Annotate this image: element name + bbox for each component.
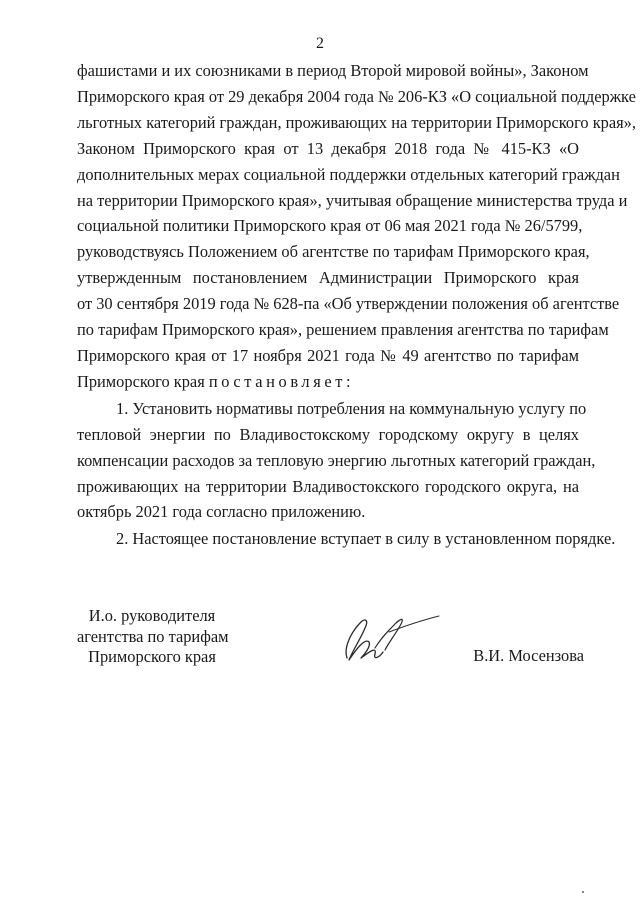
- signatory-title-line: Приморского края: [88, 647, 216, 666]
- text-line: руководствуясь Положением об агентстве по тарифам Приморского края,: [77, 242, 590, 262]
- signatory-name: В.И. Мосензова: [473, 646, 584, 665]
- text-line: Приморского края от 29 декабря 2004 года № 206-КЗ «О социальной поддержке: [77, 86, 636, 106]
- item-1-line: октябрь 2021 года согласно приложению.: [77, 502, 366, 522]
- item-1-line: 1. Установить нормативы потребления на коммунальную услугу по: [116, 398, 587, 418]
- signatory-title: [77, 606, 227, 668]
- signature-block: [77, 606, 584, 676]
- text-line: от 30 сентября 2019 года № 628-па «Об утверждении положения об агентстве: [77, 294, 620, 314]
- scan-speck: [582, 891, 584, 893]
- decree-line-prefix: Приморского края: [77, 371, 209, 391]
- text-line: утвержденным постановлением Администрации Приморского края: [77, 268, 579, 288]
- text-line: дополнительных мерах социальной поддержки отдельных категорий граждан: [77, 164, 620, 184]
- item-1-line: тепловой энергии по Владивостокскому городскому округу в целях: [77, 424, 579, 444]
- item-1-line: проживающих на территории Владивостокского городского округа, на: [77, 476, 579, 496]
- item-2: 2. Настоящее постановление вступает в силу в установленном порядке.: [116, 529, 616, 549]
- text-line: Приморского края от 17 ноября 2021 года № 49 агентство по тарифам: [77, 345, 579, 365]
- text-line: Законом Приморского края от 13 декабря 2018 года № 415-КЗ «О: [77, 138, 579, 158]
- text-line: на территории Приморского края», учитывая обращение министерства труда и: [77, 190, 628, 210]
- text-line: социальной политики Приморского края от 06 мая 2021 года № 26/5799,: [77, 216, 583, 236]
- signatory-title-line: И.о. руководителя: [88, 606, 216, 625]
- text-line: по тарифам Приморского края», решением правления агентства по тарифам: [77, 320, 609, 340]
- item-1-line: компенсации расходов за тепловую энергию льготных категорий граждан,: [77, 450, 596, 470]
- handwritten-signature-icon: [335, 608, 445, 668]
- page-number: 2: [316, 35, 324, 52]
- text-line: льготных категорий граждан, проживающих на территории Приморского края»,: [77, 112, 636, 132]
- document-body: [77, 58, 636, 552]
- signatory-title-line: агентства по тарифам: [77, 626, 229, 646]
- decree-word: постановляет:: [208, 371, 355, 391]
- text-line: фашистами и их союзниками в период Второй мировой войны», Законом: [77, 61, 589, 80]
- decree-line: [77, 369, 579, 395]
